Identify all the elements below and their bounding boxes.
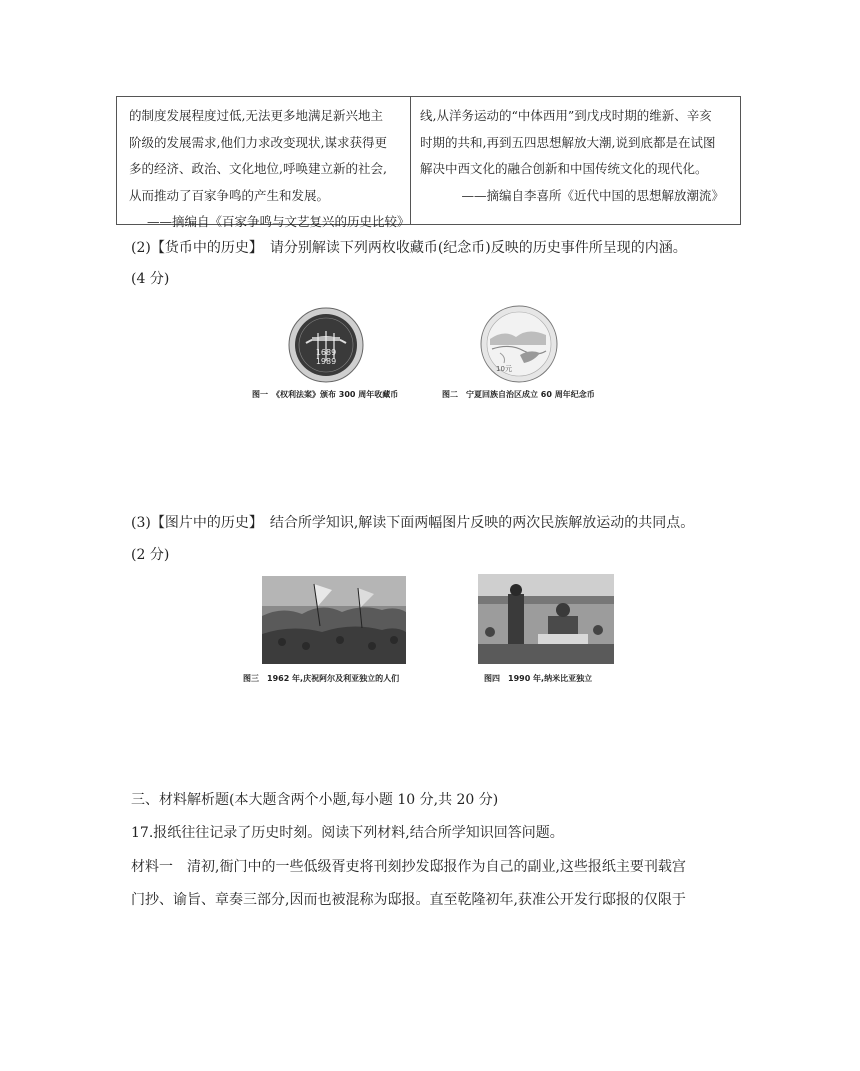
- material-right-cell: [420, 103, 738, 209]
- left-line: 多的经济、政治、文化地位,呼唤建立新的社会,: [129, 161, 387, 176]
- question2-score: (4 分): [131, 271, 170, 287]
- ningxia-coin-image: [480, 305, 558, 383]
- material-left-cell: [129, 103, 410, 236]
- left-line: 阶级的发展需求,他们力求改变现状,谋求获得更: [129, 134, 387, 150]
- left-source: ——摘编自《百家争鸣与文艺复兴的历史比较》: [147, 214, 410, 229]
- left-line: 的制度发展程度过低,无法更多地满足新兴地主: [129, 108, 383, 123]
- coin-value: 10元: [496, 365, 512, 373]
- algeria-crowd-photo: [262, 576, 406, 664]
- coin-year-top: 1689: [315, 348, 337, 357]
- photo-figure-4: [478, 574, 614, 664]
- right-line: 解决中西文化的融合创新和中国传统文化的现代化。: [420, 161, 708, 176]
- coin-figure-1: [288, 307, 364, 383]
- left-line: 从而推动了百家争鸣的产生和发展。: [129, 187, 330, 203]
- figure1-caption: 图一 《权利法案》颁布 300 周年收藏币: [252, 390, 399, 399]
- question3-text: (3)【图片中的历史】 结合所学知识,解读下面两幅图片反映的两次民族解放运动的共同点。: [131, 515, 695, 531]
- material-table: [116, 96, 741, 229]
- coin-figure-2: [480, 305, 558, 383]
- figure3-caption: 图三 1962 年,庆祝阿尔及利亚独立的人们: [243, 674, 400, 683]
- right-line: 线,从洋务运动的“中体西用”到戊戌时期的维新、辛亥: [420, 108, 712, 123]
- section3-heading: 三、材料解析题(本大题含两个小题,每小题 10 分,共 20 分): [131, 792, 499, 808]
- figure2-caption: 图二 宁夏回族自治区成立 60 周年纪念币: [442, 390, 595, 399]
- figure4-caption: 图四 1990 年,纳米比亚独立: [484, 674, 593, 683]
- right-line: 时期的共和,再到五四思想解放大潮,说到底都是在试图: [420, 134, 716, 150]
- coin-year-bottom: 1989: [315, 357, 337, 366]
- question3-score: (2 分): [131, 547, 170, 563]
- material1-line2: 门抄、谕旨、章奏三部分,因而也被混称为邸报。直至乾隆初年,获准公开发行邸报的仅限于: [131, 892, 686, 908]
- question2-text: (2)【货币中的历史】 请分别解读下列两枚收藏币(纪念币)反映的历史事件所呈现的内涵。: [131, 240, 687, 256]
- material1-line1: 材料一 清初,衙门中的一些低级胥吏将刊刻抄发邸报作为自己的副业,这些报纸主要刊载宫: [131, 859, 686, 875]
- question17-text: 17.报纸往往记录了历史时刻。阅读下列材料,结合所学知识回答问题。: [131, 825, 564, 841]
- photo-figure-3: [262, 576, 406, 664]
- bill-of-rights-coin-image: [288, 307, 364, 383]
- namibia-independence-photo: [478, 574, 614, 664]
- right-source: ——摘编自李喜所《近代中国的思想解放潮流》: [461, 187, 724, 203]
- table-divider: [410, 97, 411, 224]
